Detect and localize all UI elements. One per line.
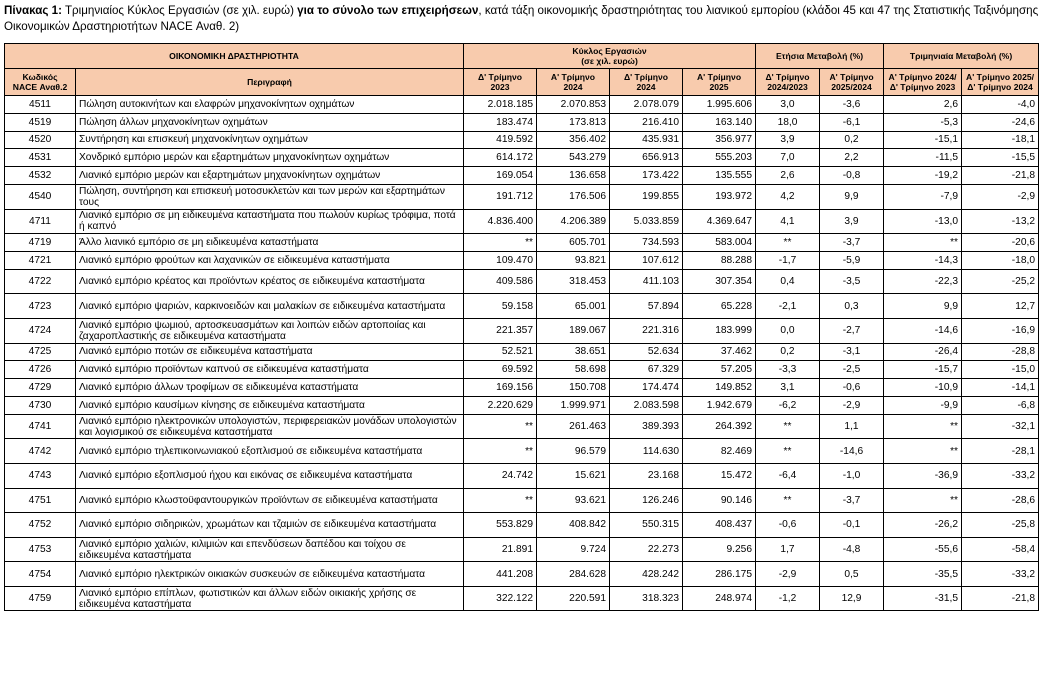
turnover-q1-2025-cell: 88.288 <box>683 251 756 269</box>
annual-change-q4-cell: 4,1 <box>756 209 820 234</box>
turnover-q4-2023-cell: ** <box>464 234 537 252</box>
quarterly-change-2025-cell: -18,1 <box>962 131 1039 149</box>
quarterly-change-2024-cell: ** <box>884 439 962 464</box>
annual-change-q1-cell: -5,9 <box>820 251 884 269</box>
turnover-q4-2024-cell: 23.168 <box>610 463 683 488</box>
table-row <box>5 184 1039 209</box>
description-cell: Λιανικό εμπόριο σιδηρικών, χρωμάτων και τζαμιών σε ειδικευμένα καταστήματα <box>76 513 464 538</box>
turnover-q1-2024-cell: 9.724 <box>537 537 610 562</box>
quarterly-change-2024-cell: -7,9 <box>884 184 962 209</box>
quarterly-change-2025-cell: 12,7 <box>962 294 1039 319</box>
quarterly-change-2024-cell: ** <box>884 488 962 513</box>
description-cell: Λιανικό εμπόριο χαλιών, κιλιμιών και επενδύσεων δαπέδου και τοίχου σε ειδικευμένα καταστήματα <box>76 537 464 562</box>
turnover-q1-2025-cell: 248.974 <box>683 586 756 611</box>
turnover-q4-2024-cell: 428.242 <box>610 562 683 587</box>
description-cell: Λιανικό εμπόριο προϊόντων καπνού σε ειδικευμένα καταστήματα <box>76 361 464 379</box>
turnover-q1-2025-cell: 37.462 <box>683 343 756 361</box>
description-cell: Λιανικό εμπόριο τηλεπικοινωνιακού εξοπλισμού σε ειδικευμένα καταστήματα <box>76 439 464 464</box>
description-cell: Πώληση αυτοκινήτων και ελαφρών μηχανοκίνητων οχημάτων <box>76 96 464 114</box>
annual-change-q4-cell: -1,2 <box>756 586 820 611</box>
quarterly-change-2024-cell: -35,5 <box>884 562 962 587</box>
turnover-q4-2023-cell: 322.122 <box>464 586 537 611</box>
turnover-q1-2025-cell: 1.942.679 <box>683 396 756 414</box>
quarterly-change-2024-cell: -9,9 <box>884 396 962 414</box>
description-cell: Πώληση, συντήρηση και επισκευή μοτοσυκλετών και των μερών και εξαρτημάτων τους <box>76 184 464 209</box>
turnover-q4-2024-cell: 656.913 <box>610 149 683 167</box>
table-row <box>5 379 1039 397</box>
turnover-q4-2024-cell: 318.323 <box>610 586 683 611</box>
table-row <box>5 463 1039 488</box>
annual-change-q1-cell: -2,7 <box>820 318 884 343</box>
description-cell: Λιανικό εμπόριο ηλεκτρικών οικιακών συσκευών σε ειδικευμένα καταστήματα <box>76 562 464 587</box>
nace-code-cell: 4759 <box>5 586 76 611</box>
turnover-q1-2024-cell: 318.453 <box>537 269 610 294</box>
annual-change-q1-cell: 12,9 <box>820 586 884 611</box>
description-cell: Λιανικό εμπόριο σε μη ειδικευμένα καταστήματα που πωλούν κυρίως τρόφιμα, ποτά ή καπνό <box>76 209 464 234</box>
nace-code-cell: 4743 <box>5 463 76 488</box>
nace-code-cell: 4721 <box>5 251 76 269</box>
turnover-q4-2024-cell: 107.612 <box>610 251 683 269</box>
annual-change-q1-cell: -0,1 <box>820 513 884 538</box>
turnover-q4-2023-cell: 191.712 <box>464 184 537 209</box>
quarterly-change-2025-cell: -58,4 <box>962 537 1039 562</box>
header-description: Περιγραφή <box>76 69 464 96</box>
turnover-q1-2025-cell: 82.469 <box>683 439 756 464</box>
annual-change-q4-cell: 4,2 <box>756 184 820 209</box>
turnover-q4-2024-cell: 389.393 <box>610 414 683 439</box>
quarterly-change-2024-cell: -36,9 <box>884 463 962 488</box>
description-cell: Λιανικό εμπόριο κλωστοϋφαντουργικών προϊόντων σε ειδικευμένα καταστήματα <box>76 488 464 513</box>
turnover-q1-2024-cell: 136.658 <box>537 167 610 185</box>
quarterly-change-2024-cell: -11,5 <box>884 149 962 167</box>
header-q1-2025: Α' Τρίμηνο 2025 <box>683 69 756 96</box>
quarterly-change-2025-cell: -2,9 <box>962 184 1039 209</box>
turnover-q1-2024-cell: 93.621 <box>537 488 610 513</box>
description-cell: Λιανικό εμπόριο μερών και εξαρτημάτων μηχανοκίνητων οχημάτων <box>76 167 464 185</box>
table-row <box>5 343 1039 361</box>
quarterly-change-2024-cell: -15,1 <box>884 131 962 149</box>
title-prefix: Πίνακας 1: <box>4 4 62 17</box>
quarterly-change-2024-cell: -5,3 <box>884 113 962 131</box>
annual-change-q4-cell: -3,3 <box>756 361 820 379</box>
turnover-q1-2025-cell: 9.256 <box>683 537 756 562</box>
nace-code-cell: 4725 <box>5 343 76 361</box>
quarterly-change-2025-cell: -21,8 <box>962 167 1039 185</box>
annual-change-q4-cell: 1,7 <box>756 537 820 562</box>
turnover-q1-2024-cell: 356.402 <box>537 131 610 149</box>
turnover-q1-2024-cell: 2.070.853 <box>537 96 610 114</box>
turnover-q1-2025-cell: 555.203 <box>683 149 756 167</box>
annual-change-q1-cell: -3,7 <box>820 488 884 513</box>
annual-change-q1-cell: -2,5 <box>820 361 884 379</box>
quarterly-change-2024-cell: -14,6 <box>884 318 962 343</box>
turnover-q1-2025-cell: 135.555 <box>683 167 756 185</box>
nace-code-cell: 4722 <box>5 269 76 294</box>
annual-change-q1-cell: -14,6 <box>820 439 884 464</box>
annual-change-q1-cell: -2,9 <box>820 396 884 414</box>
annual-change-q4-cell: -2,9 <box>756 562 820 587</box>
description-cell: Λιανικό εμπόριο ποτών σε ειδικευμένα καταστήματα <box>76 343 464 361</box>
annual-change-q1-cell: -0,6 <box>820 379 884 397</box>
quarterly-change-2025-cell: -20,6 <box>962 234 1039 252</box>
quarterly-change-2025-cell: -14,1 <box>962 379 1039 397</box>
annual-change-q4-cell: -6,2 <box>756 396 820 414</box>
title-bold: για το σύνολο των επιχειρήσεων <box>297 4 479 17</box>
annual-change-q4-cell: 3,0 <box>756 96 820 114</box>
annual-change-q1-cell: -1,0 <box>820 463 884 488</box>
nace-code-cell: 4752 <box>5 513 76 538</box>
header-turnover: Κύκλος Εργασιών (σε χιλ. ευρώ) <box>464 44 756 69</box>
description-cell: Συντήρηση και επισκευή μηχανοκίνητων οχημάτων <box>76 131 464 149</box>
quarterly-change-2024-cell: -31,5 <box>884 586 962 611</box>
table-row <box>5 586 1039 611</box>
turnover-q4-2024-cell: 57.894 <box>610 294 683 319</box>
annual-change-q4-cell: 0,2 <box>756 343 820 361</box>
table-row <box>5 414 1039 439</box>
turnover-q4-2024-cell: 67.329 <box>610 361 683 379</box>
table-row <box>5 251 1039 269</box>
turnover-q1-2025-cell: 65.228 <box>683 294 756 319</box>
table-row <box>5 361 1039 379</box>
header-quarterly-change: Τριμηνιαία Μεταβολή (%) <box>884 44 1039 69</box>
nace-code-cell: 4742 <box>5 439 76 464</box>
annual-change-q4-cell: -2,1 <box>756 294 820 319</box>
turnover-q1-2025-cell: 149.852 <box>683 379 756 397</box>
turnover-q4-2023-cell: 109.470 <box>464 251 537 269</box>
quarterly-change-2024-cell: -13,0 <box>884 209 962 234</box>
quarterly-change-2024-cell: ** <box>884 414 962 439</box>
annual-change-q1-cell: -3,6 <box>820 96 884 114</box>
turnover-q4-2024-cell: 126.246 <box>610 488 683 513</box>
annual-change-q4-cell: -0,6 <box>756 513 820 538</box>
nace-code-cell: 4726 <box>5 361 76 379</box>
annual-change-q1-cell: -3,1 <box>820 343 884 361</box>
turnover-q4-2023-cell: 614.172 <box>464 149 537 167</box>
annual-change-q1-cell: -3,7 <box>820 234 884 252</box>
annual-change-q1-cell: 0,3 <box>820 294 884 319</box>
annual-change-q4-cell: 0,4 <box>756 269 820 294</box>
nace-code-cell: 4723 <box>5 294 76 319</box>
turnover-q4-2023-cell: 2.220.629 <box>464 396 537 414</box>
turnover-q4-2024-cell: 411.103 <box>610 269 683 294</box>
turnover-q1-2024-cell: 284.628 <box>537 562 610 587</box>
annual-change-q4-cell: 3,1 <box>756 379 820 397</box>
nace-code-cell: 4751 <box>5 488 76 513</box>
turnover-q4-2023-cell: 441.208 <box>464 562 537 587</box>
turnover-q4-2023-cell: 24.742 <box>464 463 537 488</box>
nace-code-cell: 4511 <box>5 96 76 114</box>
table-row <box>5 513 1039 538</box>
turnover-q1-2024-cell: 150.708 <box>537 379 610 397</box>
quarterly-change-2025-cell: -24,6 <box>962 113 1039 131</box>
annual-change-q4-cell: 7,0 <box>756 149 820 167</box>
header-annual-q4: Δ' Τρίμηνο 2024/2023 <box>756 69 820 96</box>
turnover-q4-2023-cell: 419.592 <box>464 131 537 149</box>
quarterly-change-2025-cell: -18,0 <box>962 251 1039 269</box>
description-cell: Λιανικό εμπόριο ψαριών, καρκινοειδών και μαλακίων σε ειδικευμένα καταστήματα <box>76 294 464 319</box>
quarterly-change-2025-cell: -28,8 <box>962 343 1039 361</box>
turnover-q4-2024-cell: 2.078.079 <box>610 96 683 114</box>
turnover-q1-2024-cell: 38.651 <box>537 343 610 361</box>
table-row <box>5 562 1039 587</box>
turnover-q1-2025-cell: 15.472 <box>683 463 756 488</box>
quarterly-change-2024-cell: -10,9 <box>884 379 962 397</box>
turnover-table <box>4 43 1039 611</box>
turnover-q4-2024-cell: 114.630 <box>610 439 683 464</box>
quarterly-change-2025-cell: -28,1 <box>962 439 1039 464</box>
turnover-q1-2025-cell: 356.977 <box>683 131 756 149</box>
table-row <box>5 439 1039 464</box>
annual-change-q1-cell: -4,8 <box>820 537 884 562</box>
turnover-q1-2025-cell: 286.175 <box>683 562 756 587</box>
quarterly-change-2025-cell: -15,5 <box>962 149 1039 167</box>
description-cell: Λιανικό εμπόριο ψωμιού, αρτοσκευασμάτων και λοιπών ειδών αρτοποιίας και ζαχαροπλαστικής σε ειδικευμένα καταστήματα <box>76 318 464 343</box>
turnover-q1-2024-cell: 15.621 <box>537 463 610 488</box>
turnover-q4-2023-cell: 169.054 <box>464 167 537 185</box>
table-row <box>5 167 1039 185</box>
turnover-q1-2024-cell: 1.999.971 <box>537 396 610 414</box>
turnover-q1-2024-cell: 220.591 <box>537 586 610 611</box>
quarterly-change-2025-cell: -25,8 <box>962 513 1039 538</box>
turnover-q4-2023-cell: ** <box>464 414 537 439</box>
header-q1-2024: Α' Τρίμηνο 2024 <box>537 69 610 96</box>
nace-code-cell: 4753 <box>5 537 76 562</box>
table-row <box>5 318 1039 343</box>
turnover-q4-2024-cell: 216.410 <box>610 113 683 131</box>
header-code: Κωδικός NACE Αναθ.2 <box>5 69 76 96</box>
table-row <box>5 149 1039 167</box>
turnover-q4-2024-cell: 435.931 <box>610 131 683 149</box>
annual-change-q1-cell: -6,1 <box>820 113 884 131</box>
turnover-q4-2023-cell: 69.592 <box>464 361 537 379</box>
header-q4-2024: Δ' Τρίμηνο 2024 <box>610 69 683 96</box>
annual-change-q4-cell: -1,7 <box>756 251 820 269</box>
annual-change-q1-cell: -0,8 <box>820 167 884 185</box>
turnover-q1-2024-cell: 408.842 <box>537 513 610 538</box>
description-cell: Χονδρικό εμπόριο μερών και εξαρτημάτων μηχανοκίνητων οχημάτων <box>76 149 464 167</box>
nace-code-cell: 4540 <box>5 184 76 209</box>
quarterly-change-2024-cell: -26,4 <box>884 343 962 361</box>
turnover-q1-2025-cell: 408.437 <box>683 513 756 538</box>
nace-code-cell: 4724 <box>5 318 76 343</box>
nace-code-cell: 4519 <box>5 113 76 131</box>
quarterly-change-2024-cell: 2,6 <box>884 96 962 114</box>
header-annual-change: Ετήσια Μεταβολή (%) <box>756 44 884 69</box>
quarterly-change-2025-cell: -33,2 <box>962 562 1039 587</box>
nace-code-cell: 4520 <box>5 131 76 149</box>
quarterly-change-2025-cell: -6,8 <box>962 396 1039 414</box>
quarterly-change-2025-cell: -28,6 <box>962 488 1039 513</box>
annual-change-q1-cell: -3,5 <box>820 269 884 294</box>
turnover-q4-2023-cell: 553.829 <box>464 513 537 538</box>
turnover-q1-2025-cell: 183.999 <box>683 318 756 343</box>
turnover-q1-2024-cell: 176.506 <box>537 184 610 209</box>
quarterly-change-2024-cell: -22,3 <box>884 269 962 294</box>
turnover-q4-2023-cell: 221.357 <box>464 318 537 343</box>
header-quarterly-2025: Α' Τρίμηνο 2025/ Δ' Τρίμηνο 2024 <box>962 69 1039 96</box>
turnover-q1-2024-cell: 58.698 <box>537 361 610 379</box>
turnover-q1-2025-cell: 163.140 <box>683 113 756 131</box>
description-cell: Λιανικό εμπόριο επίπλων, φωτιστικών και άλλων ειδών οικιακής χρήσης σε ειδικευμένα καταστήματα <box>76 586 464 611</box>
table-title <box>4 3 1052 35</box>
turnover-q1-2024-cell: 96.579 <box>537 439 610 464</box>
annual-change-q1-cell: 1,1 <box>820 414 884 439</box>
annual-change-q1-cell: 0,2 <box>820 131 884 149</box>
table-row <box>5 294 1039 319</box>
quarterly-change-2024-cell: ** <box>884 234 962 252</box>
turnover-q4-2024-cell: 5.033.859 <box>610 209 683 234</box>
table-row <box>5 234 1039 252</box>
quarterly-change-2024-cell: -55,6 <box>884 537 962 562</box>
table-row <box>5 96 1039 114</box>
quarterly-change-2024-cell: -15,7 <box>884 361 962 379</box>
turnover-q1-2024-cell: 189.067 <box>537 318 610 343</box>
turnover-q4-2023-cell: ** <box>464 439 537 464</box>
turnover-q4-2024-cell: 550.315 <box>610 513 683 538</box>
quarterly-change-2025-cell: -33,2 <box>962 463 1039 488</box>
description-cell: Λιανικό εμπόριο εξοπλισμού ήχου και εικόνας σε ειδικευμένα καταστήματα <box>76 463 464 488</box>
table-body <box>5 96 1039 611</box>
annual-change-q4-cell: ** <box>756 439 820 464</box>
turnover-q1-2024-cell: 93.821 <box>537 251 610 269</box>
turnover-q4-2023-cell: 183.474 <box>464 113 537 131</box>
turnover-q1-2025-cell: 4.369.647 <box>683 209 756 234</box>
turnover-q1-2024-cell: 261.463 <box>537 414 610 439</box>
nace-code-cell: 4754 <box>5 562 76 587</box>
turnover-q1-2025-cell: 193.972 <box>683 184 756 209</box>
description-cell: Λιανικό εμπόριο καυσίμων κίνησης σε ειδικευμένα καταστήματα <box>76 396 464 414</box>
quarterly-change-2025-cell: -32,1 <box>962 414 1039 439</box>
description-cell: Λιανικό εμπόριο κρέατος και προϊόντων κρέατος σε ειδικευμένα καταστήματα <box>76 269 464 294</box>
title-text-1: Τριμηνιαίος Κύκλος Εργασιών (σε χιλ. ευρώ) <box>61 4 298 17</box>
quarterly-change-2024-cell: -14,3 <box>884 251 962 269</box>
quarterly-change-2024-cell: -26,2 <box>884 513 962 538</box>
quarterly-change-2025-cell: -13,2 <box>962 209 1039 234</box>
quarterly-change-2025-cell: -4,0 <box>962 96 1039 114</box>
annual-change-q1-cell: 0,5 <box>820 562 884 587</box>
description-cell: Λιανικό εμπόριο φρούτων και λαχανικών σε ειδικευμένα καταστήματα <box>76 251 464 269</box>
description-cell: Λιανικό εμπόριο ηλεκτρονικών υπολογιστών, περιφερειακών μονάδων υπολογιστών και λογισμικού σε ειδικευμένα καταστήματα <box>76 414 464 439</box>
turnover-q1-2024-cell: 173.813 <box>537 113 610 131</box>
description-cell: Λιανικό εμπόριο άλλων τροφίμων σε ειδικευμένα καταστήματα <box>76 379 464 397</box>
nace-code-cell: 4729 <box>5 379 76 397</box>
turnover-q4-2024-cell: 734.593 <box>610 234 683 252</box>
turnover-q1-2025-cell: 90.146 <box>683 488 756 513</box>
turnover-q4-2023-cell: 52.521 <box>464 343 537 361</box>
turnover-q4-2024-cell: 199.855 <box>610 184 683 209</box>
annual-change-q4-cell: 18,0 <box>756 113 820 131</box>
nace-code-cell: 4719 <box>5 234 76 252</box>
nace-code-cell: 4741 <box>5 414 76 439</box>
description-cell: Άλλο λιανικό εμπόριο σε μη ειδικευμένα καταστήματα <box>76 234 464 252</box>
description-cell: Πώληση άλλων μηχανοκίνητων οχημάτων <box>76 113 464 131</box>
turnover-q1-2025-cell: 264.392 <box>683 414 756 439</box>
header-annual-q1: Α' Τρίμηνο 2025/2024 <box>820 69 884 96</box>
table-row <box>5 269 1039 294</box>
quarterly-change-2025-cell: -25,2 <box>962 269 1039 294</box>
turnover-q4-2023-cell: 169.156 <box>464 379 537 397</box>
turnover-q4-2024-cell: 173.422 <box>610 167 683 185</box>
header-quarterly-2024: Α' Τρίμηνο 2024/ Δ' Τρίμηνο 2023 <box>884 69 962 96</box>
turnover-q1-2024-cell: 65.001 <box>537 294 610 319</box>
turnover-q1-2025-cell: 1.995.606 <box>683 96 756 114</box>
turnover-q4-2023-cell: 59.158 <box>464 294 537 319</box>
annual-change-q4-cell: 0,0 <box>756 318 820 343</box>
annual-change-q4-cell: -6,4 <box>756 463 820 488</box>
table-row <box>5 131 1039 149</box>
nace-code-cell: 4711 <box>5 209 76 234</box>
turnover-q1-2025-cell: 57.205 <box>683 361 756 379</box>
annual-change-q4-cell: ** <box>756 414 820 439</box>
turnover-q4-2023-cell: 2.018.185 <box>464 96 537 114</box>
turnover-q4-2024-cell: 221.316 <box>610 318 683 343</box>
quarterly-change-2025-cell: -21,8 <box>962 586 1039 611</box>
annual-change-q4-cell: 3,9 <box>756 131 820 149</box>
turnover-q4-2024-cell: 22.273 <box>610 537 683 562</box>
header-q4-2023: Δ' Τρίμηνο 2023 <box>464 69 537 96</box>
quarterly-change-2025-cell: -15,0 <box>962 361 1039 379</box>
table-row <box>5 537 1039 562</box>
turnover-q1-2025-cell: 583.004 <box>683 234 756 252</box>
annual-change-q4-cell: 2,6 <box>756 167 820 185</box>
turnover-q4-2023-cell: 4.836.400 <box>464 209 537 234</box>
annual-change-q1-cell: 9,9 <box>820 184 884 209</box>
turnover-q4-2024-cell: 52.634 <box>610 343 683 361</box>
quarterly-change-2025-cell: -16,9 <box>962 318 1039 343</box>
quarterly-change-2024-cell: -19,2 <box>884 167 962 185</box>
turnover-q1-2024-cell: 4.206.389 <box>537 209 610 234</box>
nace-code-cell: 4531 <box>5 149 76 167</box>
turnover-q4-2023-cell: 21.891 <box>464 537 537 562</box>
turnover-q1-2025-cell: 307.354 <box>683 269 756 294</box>
table-row <box>5 209 1039 234</box>
quarterly-change-2024-cell: 9,9 <box>884 294 962 319</box>
annual-change-q1-cell: 2,2 <box>820 149 884 167</box>
nace-code-cell: 4532 <box>5 167 76 185</box>
turnover-q4-2023-cell: ** <box>464 488 537 513</box>
turnover-q1-2024-cell: 605.701 <box>537 234 610 252</box>
annual-change-q4-cell: ** <box>756 488 820 513</box>
table-row <box>5 396 1039 414</box>
header-activity: ΟΙΚΟΝΟΜΙΚΗ ΔΡΑΣΤΗΡΙΟΤΗΤΑ <box>5 44 464 69</box>
annual-change-q1-cell: 3,9 <box>820 209 884 234</box>
turnover-q4-2024-cell: 2.083.598 <box>610 396 683 414</box>
table-row <box>5 488 1039 513</box>
table-row <box>5 113 1039 131</box>
nace-code-cell: 4730 <box>5 396 76 414</box>
turnover-q1-2024-cell: 543.279 <box>537 149 610 167</box>
turnover-q4-2024-cell: 174.474 <box>610 379 683 397</box>
title-text-2: , κατά τάξη οικονομικής δραστηριότητας του λιανικού εμπορίου (κλάδοι 45 και 47 της Στατιστικής Ταξινόμησης Οικονομικών Δραστηριοτήτων NACE Αναθ. 2) <box>4 4 1039 33</box>
turnover-q4-2023-cell: 409.586 <box>464 269 537 294</box>
annual-change-q4-cell: ** <box>756 234 820 252</box>
